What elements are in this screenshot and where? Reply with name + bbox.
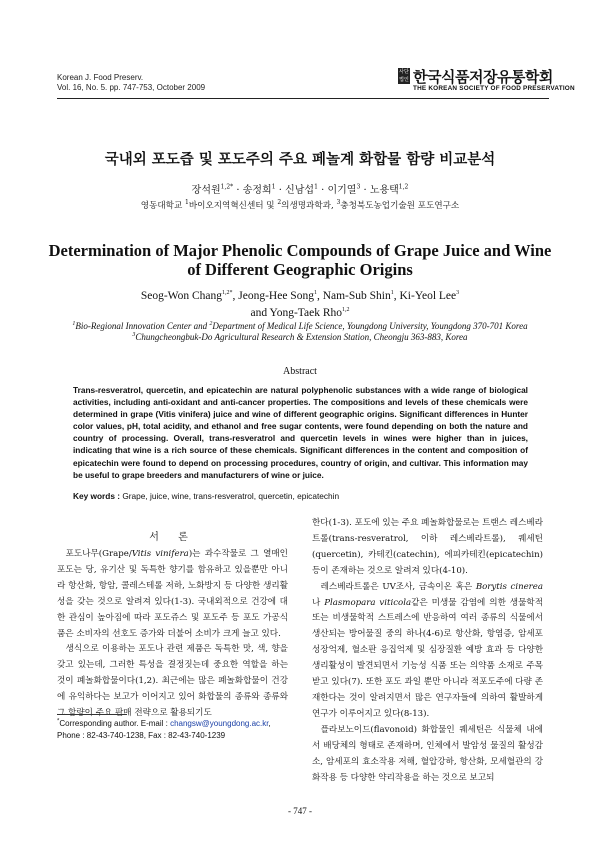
abstract-text: Trans-resveratrol, quercetin, and epicatechin are natural polyphenolic substances with a wide range of biological activities, including anti-oxidant and anti-cancer properties. The compositions and levels of these chemicals were determined in grape (Vitis vinifera) juice and wine of different geographic origins. Significant differences in Hunter color values, pH, total acidity, and ethanol and free sugar contents, were found depending on both the nature and country of processing. Overall, trans-resveratrol and quercetin levels in wines were higher than in juices, indicating that wine is a rich source of these chemicals. Significant differences in the content and composition of epicatechin were found to depend on processing procedures, country of origin, and cultivar. This information may be useful to grape breeders and manufacturers of wine or juice. bbox=[73, 385, 528, 480]
footnote-rule bbox=[57, 714, 127, 715]
author-email-link[interactable]: changsw@youngdong.ac.kr bbox=[170, 719, 269, 728]
society-name-en: THE KOREAN SOCIETY OF FOOD PRESERVATION bbox=[413, 85, 575, 92]
author-kr: 송정희 bbox=[242, 185, 272, 196]
paragraph: 포도나무(Grape/Vitis vinifera)는 과수작물로 그 열매인 포도는 당, 유기산 및 독특한 향기를 함유하고 있을뿐만 아니라 항산화, 항암, 콜레스테롤 저하, 노화방지 등 다양한 생리활성을 갖는 것으로 알려져 있다(1-3). 국내외적으로 건강에 대한 관심이 높아짐에 따라 포도쥬스 및 포도주 등 포도 가공식품은 소비자의 선호도 증가와 더불어 소비가 크게 늘고 있다. bbox=[57, 549, 288, 639]
authors-english: Seog-Won Chang$^{1,2*}$, Jeong-Hee Song$^1$, Nam-Sub Shin$^1$, Ki-Yeol Lee$^3$ and Yong-Taek Rho$^{1,2}$ bbox=[140, 290, 460, 319]
authors-korean: 장석원$^{1,2*}$ · 송정희$^1$ · 신남섭$^1$ · 이기열$^3$ · 노용택$^{1,2}$ bbox=[191, 183, 409, 196]
body-column-right bbox=[312, 516, 543, 786]
header-rule bbox=[57, 98, 549, 99]
keywords bbox=[73, 491, 528, 501]
society-logo-mark: 사단법인 bbox=[399, 69, 409, 83]
affiliation-english: $^1$Bio-Regional Innovation Center and $^2$Department of Medical Life Science, Youngdong University, Youngdong 370-701 Korea $^3$Chungcheongbuk-Do Agricultural Research & Extension Station, Cheongju 363-883, Korea bbox=[72, 321, 528, 342]
paragraph: 플라보노이드(flavonoid) 화합물인 퀘세틴은 식물체 내에서 배당체의 형태로 존재하며, 인체에서 발암성 물질의 활성감소, 암세포의 효소작용 저해, 혈압강하, 항산화, 모세혈관의 강화작용 등 다양한 약리작용을 하는 것으로 보고되 bbox=[312, 724, 543, 783]
paragraph: 생식으로 이용하는 포도나 관련 제품은 독특한 맛, 색, 향을 갖고 있는데, 그러한 특성을 결정짓는데 중요한 역할을 하는 것이 폐놀화합물이다(1,2). 최근에는 많은 폐놀화합물이 건강에 유익하다는 보고가 이어지고 있어 화합물의 종류와 종류와 그 함량이 주요 판매 전략으로 활용되기도 bbox=[57, 644, 288, 719]
society-logo bbox=[398, 66, 575, 96]
title-english: Determination of Major Phenolic Compounds of Grape Juice and Wine of Different Geographic Origins bbox=[48, 241, 552, 279]
journal-name: Korean J. Food Preserv. bbox=[57, 73, 144, 82]
journal-volume: Vol. 16, No. 5. pp. 747-753, October 2009 bbox=[57, 83, 206, 92]
affiliation-korean: 영동대학교 $^1$바이오지역혁신센터 및 $^2$의생명과학과, $^3$충청북도농업기술원 포도연구소 bbox=[140, 199, 460, 211]
title-korean: 국내외 포도즙 및 포도주의 주요 페놀계 화합물 함량 비교분석 bbox=[104, 152, 496, 168]
journal-citation bbox=[57, 73, 205, 93]
author-kr: 노용택 bbox=[369, 185, 399, 196]
author-kr: 장석원 bbox=[191, 185, 221, 196]
keywords-label: Key words : bbox=[73, 491, 121, 501]
page-number: - 747 - bbox=[288, 806, 312, 816]
section-heading-introduction: 서 론 bbox=[149, 532, 196, 543]
keywords-list: Grape, juice, wine, trans-resveratrol, quercetin, epicatechin bbox=[120, 491, 340, 501]
abstract-heading: Abstract bbox=[283, 366, 317, 377]
author-kr: 이기열 bbox=[327, 185, 357, 196]
author-kr: 신남섭 bbox=[285, 185, 315, 196]
body-column-left bbox=[57, 547, 288, 722]
corresponding-author-footnote: *Corresponding author. E-mail : changsw@youngdong.ac.kr, Phone : 82-43-740-1238, Fax : 82-43-740-1239 bbox=[57, 718, 271, 740]
paragraph: 레스베라트롤은 UV조사, 금속이온 혹은 Borytis cinerea 나 Plasmopara viticola같은 미생물 감염에 의한 생물학적 또는 비생물학적 스트레스에 반응하여 여러 종류의 식물에서 생산되는 방어물질 중의 하나(4-6)로 항산화, 항염증, 암세포 성장억제, 혈소판 응집억제 및 심장질환 예방 효과 등 다양한 생리활성이 발견되면서 기능성 식품 또는 의약품 소재로 주목 받고 있다(7). 또한 포도 과일 뿐만 아니라 적포도주에 다량 존재한다는 것이 알려지면서 많은 연구자들에 의하여 활발하게 연구가 이루어지고 있다(8-13). bbox=[312, 581, 544, 719]
society-name-kr: 한국식품저장유통학회 bbox=[413, 68, 553, 86]
paragraph: 한다(1-3). 포도에 있는 주요 폐놀화합물로는 트랜스 레스베라트롤(trans-resveratrol, 이하 레스베라트롤), 퀘세틴(quercetin), 카테킨(catechin), 에피카테킨(epicatechin) 등이 존재하는 것으로 알려져 있다(4-10). bbox=[312, 518, 543, 576]
